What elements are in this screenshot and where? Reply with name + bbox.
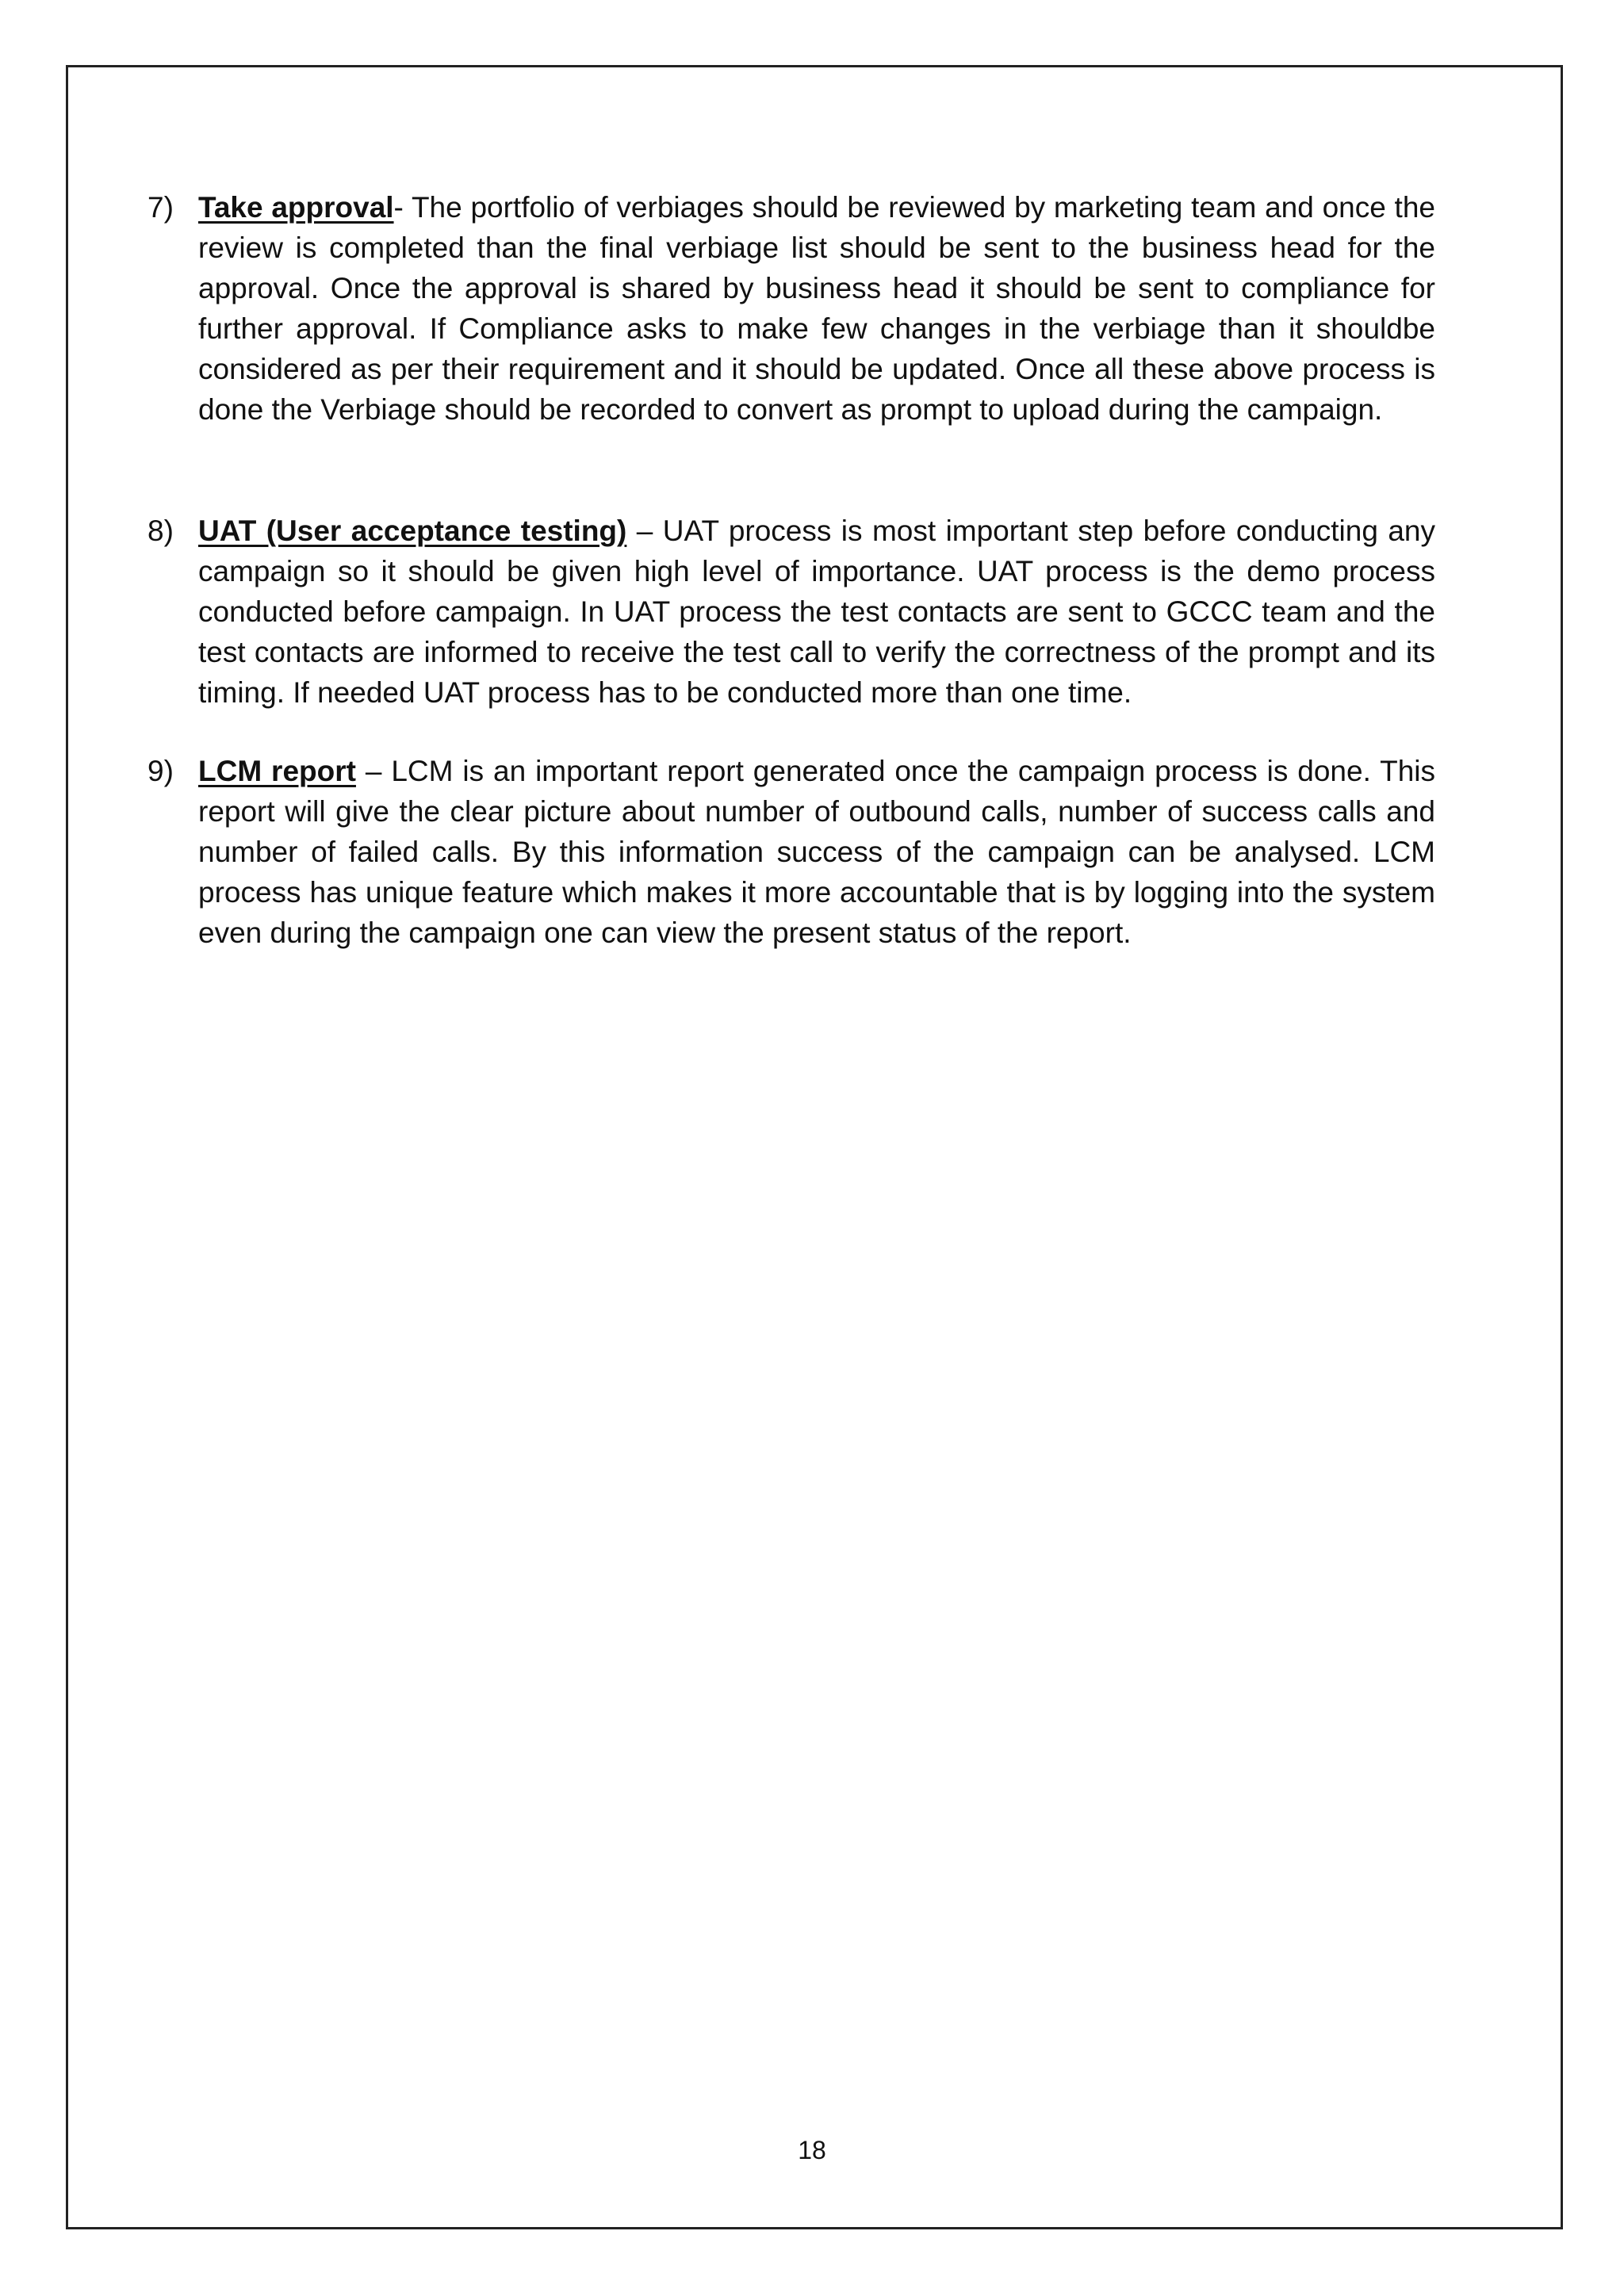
- list-item-title: Take approval: [198, 191, 394, 224]
- list-item-lcm-report: [147, 751, 1435, 953]
- list-item-number: 8): [147, 515, 174, 547]
- list-item-body: - The portfolio of verbiages should be reviewed by marketing team and once the review is completed than the final verbiage list should be sent to the business head for the approval. Once the approval is shared by business head it should be sent to compliance for further approval. If Compliance asks to make few changes in the verbiage than it shouldbe considered as per their requirement and it should be updated. Once all these above process is done the Verbiage should be recorded to convert as prompt to upload during the campaign.: [198, 191, 1435, 426]
- list-item-number: 7): [147, 191, 174, 224]
- list-item-uat: [147, 511, 1435, 713]
- list-item-take-approval: [147, 187, 1435, 430]
- list-item-title: UAT (User acceptance testing): [198, 515, 627, 547]
- list-item-body: – UAT process is most important step before conducting any campaign so it should be given high level of importance. UAT process is the demo process conducted before campaign. In UAT process the test contacts are sent to GCCC team and the test contacts are informed to receive the test call to verify the correctness of the prompt and its timing. If needed UAT process has to be conducted more than one time.: [198, 515, 1435, 709]
- list-item-title: LCM report: [198, 755, 356, 787]
- document-content: [147, 187, 1435, 953]
- list-item-number: 9): [147, 755, 174, 787]
- list-item-body: – LCM is an important report generated once the campaign process is done. This report will give the clear picture about number of outbound calls, number of success calls and number of failed calls. By this information success of the campaign can be analysed. LCM process has unique feature which makes it more accountable that is by logging into the system even during the campaign one can view the present status of the report.: [198, 755, 1435, 949]
- page-number: 18: [798, 2136, 826, 2164]
